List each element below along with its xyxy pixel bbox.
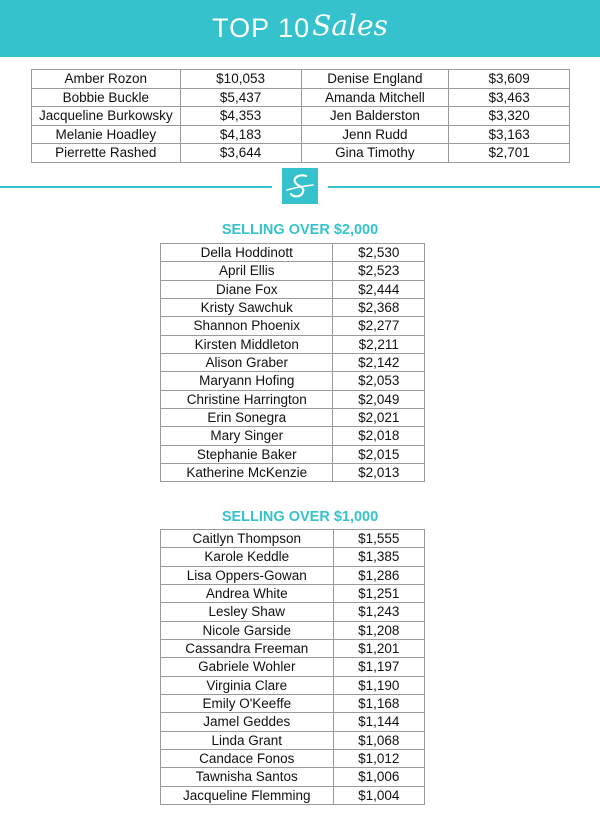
- seller-name: Jen Balderston: [301, 107, 449, 126]
- sales-amount: $2,053: [333, 372, 425, 390]
- seller-name: Kristy Sawchuk: [161, 299, 333, 317]
- sales-amount: $1,012: [333, 750, 424, 768]
- sales-amount: $1,190: [333, 676, 424, 694]
- table-row: [161, 390, 425, 408]
- seller-name: Virginia Clare: [161, 676, 334, 694]
- seller-name: Erin Sonegra: [161, 409, 333, 427]
- selling-over-1000-table: [160, 529, 425, 805]
- seller-name: Caitlyn Thompson: [161, 530, 334, 548]
- seller-name: Della Hoddinott: [161, 244, 333, 262]
- table-row: [161, 640, 425, 658]
- seller-name: Shannon Phoenix: [161, 317, 333, 335]
- sales-amount: $2,530: [333, 244, 425, 262]
- table-row: [161, 585, 425, 603]
- table-row: [32, 70, 570, 89]
- sales-amount: $2,015: [333, 445, 425, 463]
- sales-amount: $1,168: [333, 695, 424, 713]
- seller-name: Jacqueline Flemming: [161, 786, 334, 804]
- table-row: [161, 299, 425, 317]
- section-title-over-1000: SELLING OVER $1,000: [221, 509, 379, 525]
- sales-amount: $4,183: [180, 125, 301, 144]
- sales-amount: $1,201: [333, 640, 424, 658]
- seller-name: Cassandra Freeman: [161, 640, 334, 658]
- seller-name: Alison Graber: [161, 354, 333, 372]
- seller-name: Karole Keddle: [161, 548, 334, 566]
- seller-name: Lesley Shaw: [161, 603, 334, 621]
- table-row: [32, 144, 570, 163]
- seller-name: Christine Harrington: [161, 390, 333, 408]
- table-row: [161, 786, 425, 804]
- table-row: [161, 317, 425, 335]
- seller-name: Diane Fox: [161, 280, 333, 298]
- table-row: [161, 427, 425, 445]
- sales-amount: $3,644: [180, 144, 301, 163]
- sales-amount: $4,353: [180, 107, 301, 126]
- table-row: [161, 566, 425, 584]
- seller-name: Gabriele Wohler: [161, 658, 334, 676]
- table-row: [161, 280, 425, 298]
- seller-name: Bobbie Buckle: [32, 88, 181, 107]
- title-script-text: Sales: [312, 9, 388, 42]
- table-row: [161, 262, 425, 280]
- table-row: [161, 335, 425, 353]
- sales-amount: $1,243: [333, 603, 424, 621]
- seller-name: Andrea White: [161, 585, 334, 603]
- sales-amount: $2,701: [449, 144, 570, 163]
- table-row: [161, 445, 425, 463]
- top-10-table: [31, 69, 570, 163]
- divider-left: [0, 186, 272, 188]
- seller-name: Amber Rozon: [32, 70, 181, 89]
- table-row: [161, 464, 425, 482]
- divider-right: [328, 186, 600, 188]
- sales-amount: $1,197: [333, 658, 424, 676]
- table-row: [161, 713, 425, 731]
- seller-name: Lisa Oppers-Gowan: [161, 566, 334, 584]
- seller-name: Mary Singer: [161, 427, 333, 445]
- sales-amount: $1,555: [333, 530, 424, 548]
- sales-amount: $1,144: [333, 713, 424, 731]
- table-row: [161, 676, 425, 694]
- sales-amount: $3,163: [449, 125, 570, 144]
- sales-amount: $1,006: [333, 768, 424, 786]
- table-row: [32, 125, 570, 144]
- table-row: [161, 548, 425, 566]
- seller-name: Maryann Hofing: [161, 372, 333, 390]
- sales-amount: $1,251: [333, 585, 424, 603]
- table-row: [161, 603, 425, 621]
- seller-name: Jenn Rudd: [301, 125, 449, 144]
- table-row: [161, 354, 425, 372]
- table-row: [32, 107, 570, 126]
- sales-amount: $2,018: [333, 427, 425, 445]
- table-row: [161, 731, 425, 749]
- seller-name: Katherine McKenzie: [161, 464, 333, 482]
- table-row: [161, 372, 425, 390]
- sales-amount: $3,463: [449, 88, 570, 107]
- table-row: [32, 88, 570, 107]
- sales-amount: $2,368: [333, 299, 425, 317]
- sales-amount: $2,277: [333, 317, 425, 335]
- sales-amount: $2,013: [333, 464, 425, 482]
- sales-amount: $3,320: [449, 107, 570, 126]
- title-top-text: TOP 10: [212, 13, 311, 43]
- seller-name: Pierrette Rashed: [32, 144, 181, 163]
- table-row: [161, 750, 425, 768]
- seller-name: Jamel Geddes: [161, 713, 334, 731]
- table-row: [161, 621, 425, 639]
- seller-name: Gina Timothy: [301, 144, 449, 163]
- sales-amount: $10,053: [180, 70, 301, 89]
- sales-amount: $2,211: [333, 335, 425, 353]
- seller-name: Emily O'Keeffe: [161, 695, 334, 713]
- table-row: [161, 409, 425, 427]
- seller-name: Nicole Garside: [161, 621, 334, 639]
- sales-amount: $2,523: [333, 262, 425, 280]
- seller-name: Jacqueline Burkowsky: [32, 107, 181, 126]
- table-row: [161, 658, 425, 676]
- section-title-over-2000: SELLING OVER $2,000: [221, 222, 379, 238]
- table-row: [161, 244, 425, 262]
- sales-amount: $3,609: [449, 70, 570, 89]
- table-row: [161, 768, 425, 786]
- sales-amount: $5,437: [180, 88, 301, 107]
- seller-name: Melanie Hoadley: [32, 125, 181, 144]
- sales-amount: $1,004: [333, 786, 424, 804]
- seller-name: Amanda Mitchell: [301, 88, 449, 107]
- seller-name: April Ellis: [161, 262, 333, 280]
- seller-name: Kirsten Middleton: [161, 335, 333, 353]
- sales-amount: $1,385: [333, 548, 424, 566]
- table-row: [161, 530, 425, 548]
- seller-name: Tawnisha Santos: [161, 768, 334, 786]
- sales-amount: $2,142: [333, 354, 425, 372]
- sales-amount: $2,444: [333, 280, 425, 298]
- sales-amount: $1,286: [333, 566, 424, 584]
- script-s-logo-icon: [282, 168, 318, 204]
- seller-name: Linda Grant: [161, 731, 334, 749]
- selling-over-2000-table: [160, 243, 425, 482]
- sales-amount: $1,208: [333, 621, 424, 639]
- sales-amount: $1,068: [333, 731, 424, 749]
- table-row: [161, 695, 425, 713]
- sales-amount: $2,049: [333, 390, 425, 408]
- page-title: [0, 0, 600, 57]
- seller-name: Stephanie Baker: [161, 445, 333, 463]
- seller-name: Candace Fonos: [161, 750, 334, 768]
- sales-amount: $2,021: [333, 409, 425, 427]
- seller-name: Denise England: [301, 70, 449, 89]
